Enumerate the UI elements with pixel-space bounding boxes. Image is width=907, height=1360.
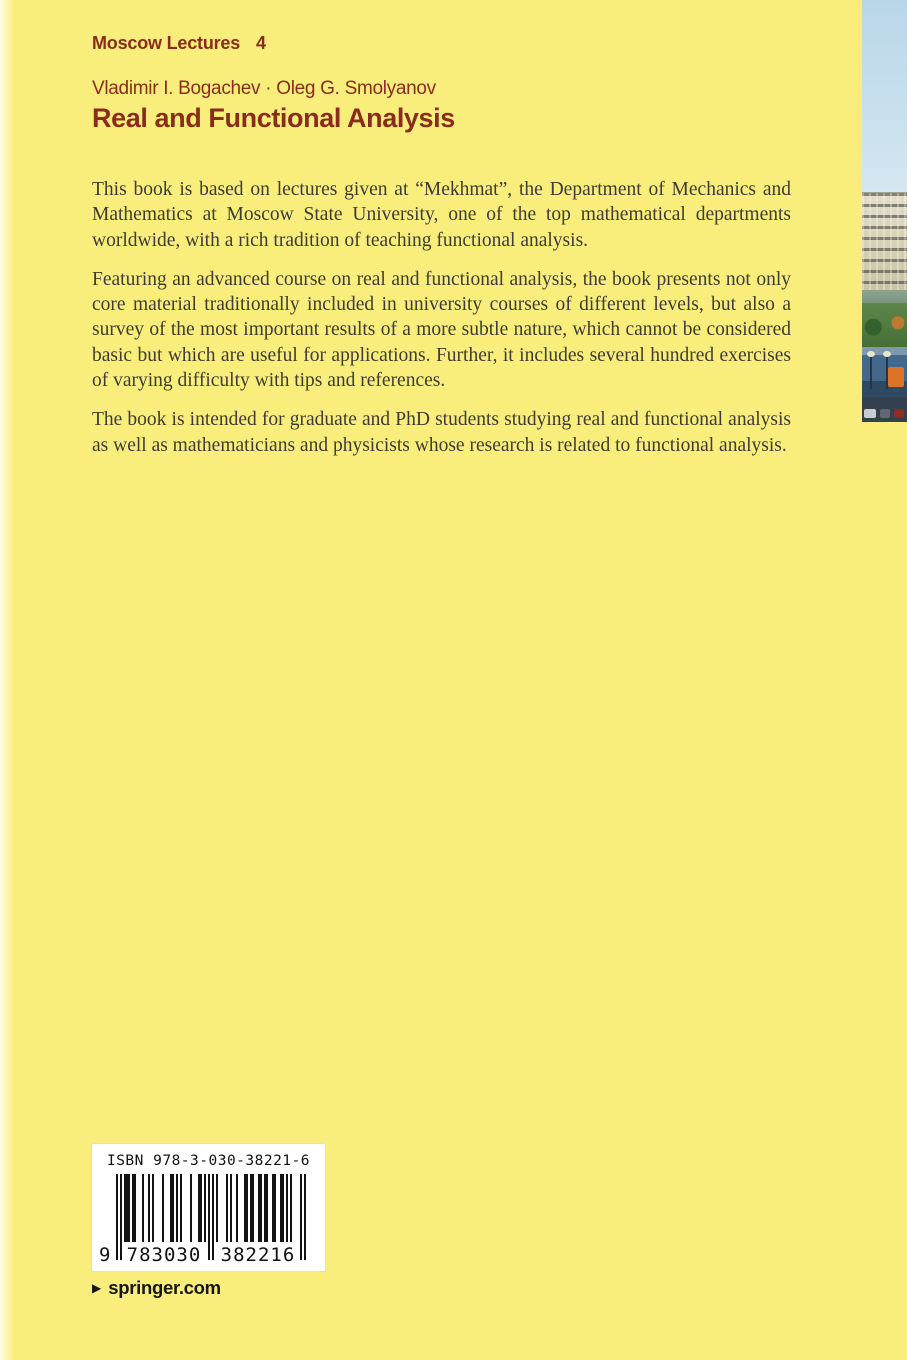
cover-edge-highlight [0, 0, 14, 1360]
back-cover-blurb [92, 177, 791, 472]
book-title: Real and Functional Analysis [92, 103, 455, 133]
blurb-paragraph-3: The book is intended for graduate and PhD students studying real and functional analysis as well as mathematicians and physicists whose research is related to functional analysis. [92, 409, 791, 456]
isbn-barcode [92, 1144, 325, 1271]
authors: Vladimir I. Bogachev · Oleg G. Smolyanov [92, 78, 436, 99]
ean-group-2: 382216 [220, 1244, 296, 1266]
photo-car [864, 409, 876, 418]
ean-leading-digit: 9 [99, 1244, 111, 1266]
series-number: 4 [256, 33, 266, 53]
isbn-number: ISBN 978-3-030-38221-6 [106, 1153, 311, 1169]
publisher-footer [92, 1277, 221, 1299]
photo-car [880, 409, 890, 418]
blurb-paragraph-1: This book is based on lectures given at “Mekhmat”, the Department of Mechanics and Mathematics at Moscow State University, one of the top mathematical departments worldwide, with a rich tradition of teaching functional analysis. [92, 179, 791, 251]
series-line [92, 33, 792, 54]
photo-building [862, 192, 907, 291]
springer-arrow-icon: ▶ [92, 1281, 102, 1295]
ean13-digits [99, 1242, 306, 1266]
ean13-barcode [99, 1174, 306, 1266]
cover-photo-strip [862, 0, 907, 422]
blurb-paragraph-2: Featuring an advanced course on real and functional analysis, the book presents not only core material traditionally included in university courses of different levels, but also a survey of the most important results of a more subtle nature, which cannot be considered basic but which are useful for applications. Further, it includes several hundred exercises of varying difficulty with tips and references. [92, 268, 791, 392]
photo-orange-bus [888, 367, 904, 387]
photo-street-lamp [870, 355, 872, 389]
springer-website-link[interactable]: springer.com [108, 1277, 221, 1298]
photo-rooftop [862, 290, 907, 303]
photo-car [894, 409, 904, 418]
photo-sky [862, 0, 907, 192]
cover-header [92, 33, 792, 134]
series-title: Moscow Lectures [92, 33, 241, 53]
ean-group-1: 783030 [126, 1244, 202, 1266]
photo-trees [862, 303, 907, 347]
photo-street [862, 347, 907, 422]
